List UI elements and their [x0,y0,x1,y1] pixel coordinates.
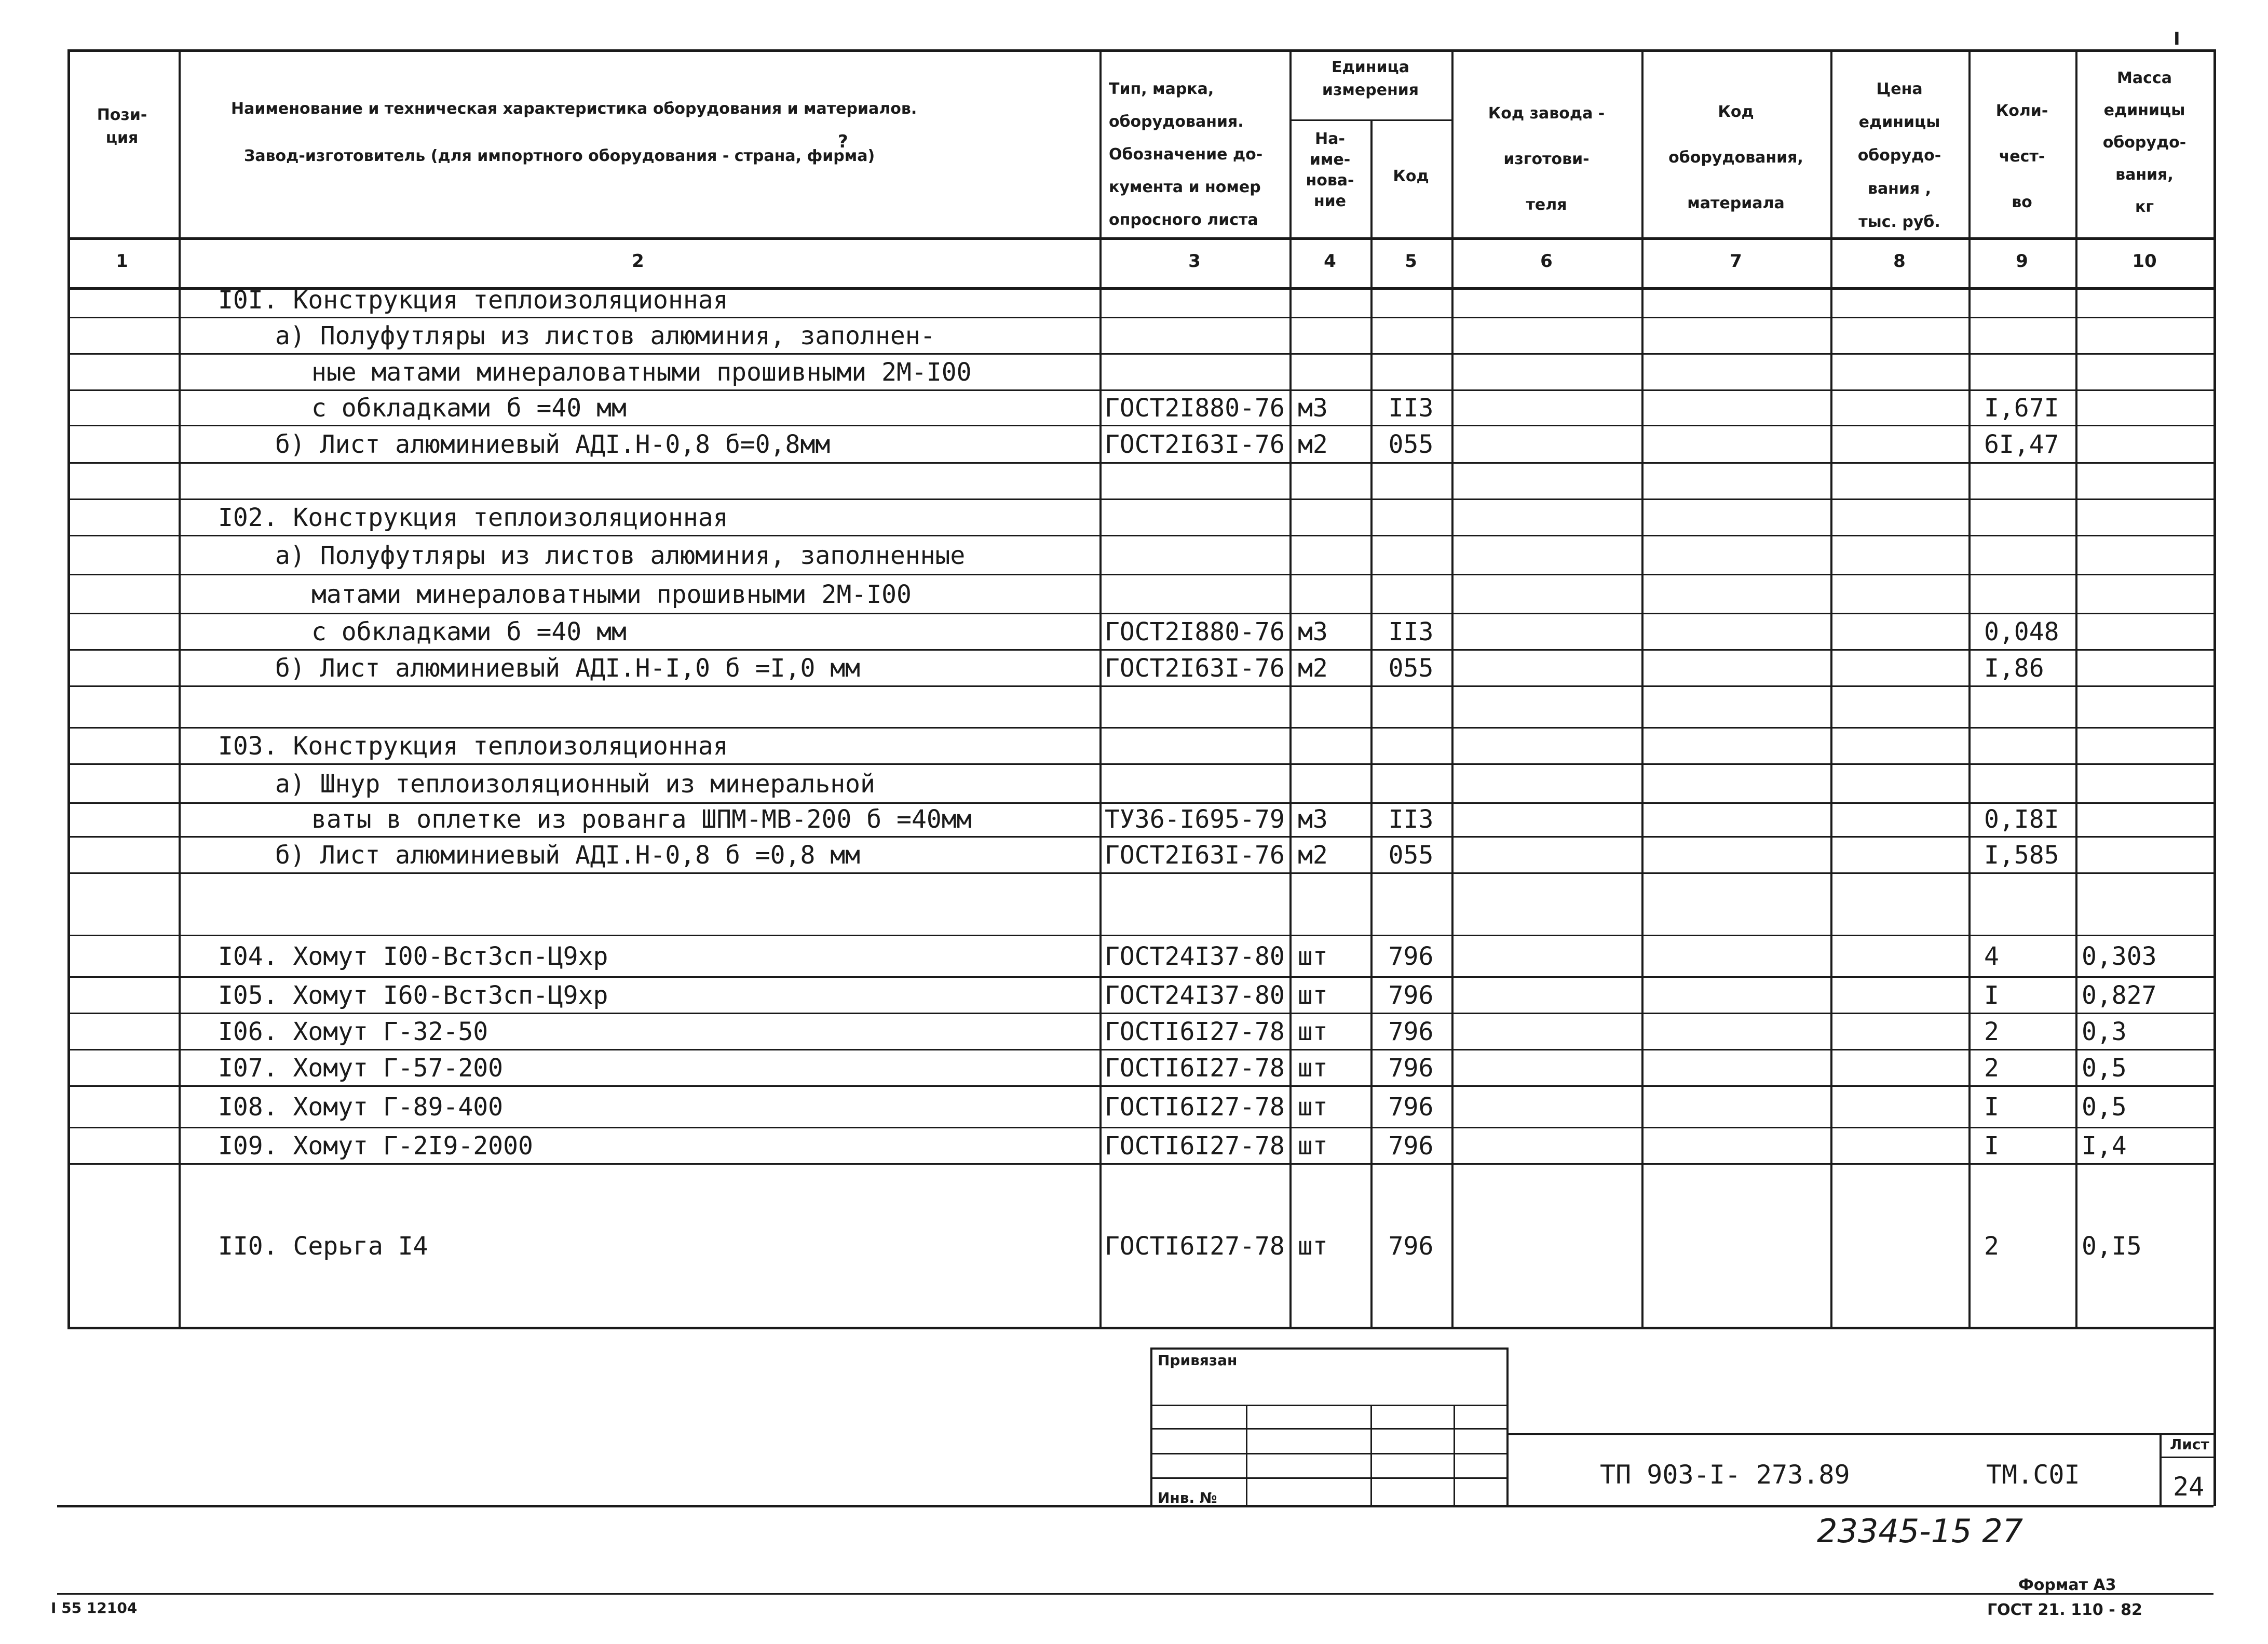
item-unit-code: 055 [1388,841,1434,870]
item-quantity: I,67I [1984,394,2059,423]
item-name: с обкладками б =40 мм [311,617,627,646]
item-mass: 0,827 [2082,981,2157,1010]
item-name: II0. Серьга I4 [218,1231,428,1261]
item-document: ГОСТI6I27-78 [1105,1054,1285,1083]
item-name: I0I. Конструкция теплоизоляционная [218,286,728,315]
header-name: Наименование и техническая характеристика оборудования и материалов. [231,100,917,118]
item-name: а) Полуфутляры из листов алюминия, заполнен- [275,321,935,351]
item-document: ГОСТ2I63I-76 [1105,654,1285,683]
item-unit: шт [1298,1017,1328,1046]
table-row [0,425,2268,462]
item-mass: I,4 [2082,1131,2127,1161]
item-mass: 0,5 [2082,1093,2127,1122]
item-document: ГОСТ24I37-80 [1105,942,1285,971]
item-unit: м2 [1298,841,1328,870]
item-mass: 0,3 [2082,1017,2127,1046]
header-price: Цена единицы оборудо- вания , тыс. руб. [1857,80,1941,231]
item-unit: шт [1298,981,1328,1010]
table-rule [67,1327,2213,1329]
table-row [0,498,2268,535]
item-name: ные матами минераловатными прошивными 2М-I00 [311,358,972,387]
item-name: I02. Конструкция теплоизоляционная [218,503,728,532]
stamp-inv-no: Инв. № [1158,1489,1217,1506]
column-number: 4 [1324,251,1336,272]
item-name: I06. Хомут Г-32-50 [218,1017,488,1046]
item-name: б) Лист алюминиевый АДI.Н-I,0 б =I,0 мм [275,654,861,683]
header-unit-name: На- име- нова- ние [1306,130,1354,210]
item-document: ГОСТ2I63I-76 [1105,841,1285,870]
item-name: ваты в оплетке из рованга ШПМ-МВ-200 б =40мм [311,805,972,834]
item-unit-code: 055 [1388,654,1434,683]
header-manufacturer: Завод-изготовитель (для импортного оборудования - страна, фирма) [244,147,875,165]
column-number: 10 [2132,251,2157,272]
item-unit-code: 796 [1388,1093,1434,1122]
table-rule [2213,1327,2216,1506]
stamp-section-code: ТМ.С0I [1986,1460,2080,1490]
stamp-sheet-number: 24 [2173,1472,2205,1502]
table-row [0,802,2268,836]
table-row [0,727,2268,763]
item-quantity: I,86 [1984,654,2044,683]
item-document: ГОСТ2I880-76 [1105,617,1285,646]
header-question-mark: ? [838,131,848,152]
table-rule [1506,1347,1509,1506]
item-document: ГОСТI6I27-78 [1105,1231,1285,1261]
table-row [0,1013,2268,1049]
table-rule [1506,1433,2213,1435]
item-unit-code: 796 [1388,1131,1434,1161]
item-unit-code: II3 [1388,805,1434,834]
item-unit-code: 055 [1388,430,1434,459]
column-number: 3 [1188,251,1201,272]
item-quantity: I [1984,981,1999,1010]
item-unit: м3 [1298,805,1328,834]
header-mass: Масса единицы оборудо- вания, кг [2102,69,2186,216]
top-corner-mark: I [2174,29,2180,49]
column-number: 9 [2016,251,2028,272]
item-name: I03. Конструкция теплоизоляционная [218,732,728,761]
table-row [0,1163,2268,1327]
item-name: с обкладками б =40 мм [311,394,627,423]
table-rule [1370,1405,1372,1506]
item-name: I08. Хомут Г-89-400 [218,1093,504,1122]
item-mass: 0,I5 [2082,1231,2142,1261]
item-unit: шт [1298,942,1328,971]
header-unit-group: Единица измерения [1322,58,1419,99]
stamp-privyazan: Привязан [1158,1352,1238,1369]
column-number: 6 [1540,251,1553,272]
item-unit-code: 796 [1388,942,1434,971]
item-name: б) Лист алюминиевый АДI.Н-0,8 б=0,8мм [275,430,831,459]
item-unit: шт [1298,1231,1328,1261]
item-unit-code: II3 [1388,617,1434,646]
header-equipment-code: Код оборудования, материала [1668,103,1803,212]
item-unit-code: 796 [1388,1231,1434,1261]
item-document: ГОСТI6I27-78 [1105,1017,1285,1046]
item-unit: шт [1298,1131,1328,1161]
item-unit-code: 796 [1388,981,1434,1010]
item-name: I05. Хомут I60-ВстЗсп-Ц9хр [218,981,608,1010]
stamp-sheet-label: Лист [2170,1436,2209,1453]
item-document: ГОСТ2I63I-76 [1105,430,1285,459]
column-number: 5 [1405,251,1417,272]
item-document: ТУ36-I695-79 [1105,805,1285,834]
table-row [0,836,2268,872]
table-row [0,649,2268,685]
table-row [0,1049,2268,1085]
table-row [0,976,2268,1013]
item-quantity: I [1984,1093,1999,1122]
item-name: I07. Хомут Г-57-200 [218,1054,504,1083]
table-row [0,872,2268,935]
item-name: б) Лист алюминиевый АДI.Н-0,8 б =0,8 мм [275,841,861,870]
header-position: Пози- ция [97,106,147,147]
item-unit: шт [1298,1054,1328,1083]
table-rule [57,1593,2213,1595]
table-rule [67,49,2213,52]
footer-gost: ГОСТ 21. 110 - 82 [1987,1601,2142,1619]
table-row [0,613,2268,649]
item-quantity: 2 [1984,1054,1999,1083]
column-number: 1 [116,251,128,272]
item-name: а) Полуфутляры из листов алюминия, заполненные [275,541,966,570]
table-row [0,288,2268,317]
header-type: Тип, марка, оборудования. Обозначение до- кумента и номер опросного листа [1109,80,1263,229]
table-rule [2160,1433,2162,1506]
item-quantity: 6I,47 [1984,430,2059,459]
table-rule [1150,1347,1152,1506]
table-row [0,685,2268,727]
item-mass: 0,5 [2082,1054,2127,1083]
item-quantity: I [1984,1131,1999,1161]
footer-format: Формат А3 [2018,1576,2116,1594]
table-rule [1246,1405,1247,1506]
item-document: ГОСТ2I880-76 [1105,394,1285,423]
table-rule [57,1505,2213,1507]
item-mass: 0,303 [2082,942,2157,971]
handwritten-archive-number: 23345-15 27 [1817,1512,2023,1550]
header-quantity: Коли- чест- во [1995,102,2048,211]
table-row [0,935,2268,976]
table-rule [1150,1347,1509,1350]
item-quantity: I,585 [1984,841,2059,870]
item-quantity: 4 [1984,942,1999,971]
table-rule [1454,1405,1455,1506]
item-quantity: 2 [1984,1017,1999,1046]
item-document: ГОСТ24I37-80 [1105,981,1285,1010]
table-row [0,317,2268,353]
item-unit: м3 [1298,617,1328,646]
table-row [0,535,2268,574]
item-unit-code: 796 [1388,1017,1434,1046]
item-unit: м3 [1298,394,1328,423]
item-document: ГОСТI6I27-78 [1105,1131,1285,1161]
column-number: 8 [1893,251,1906,272]
table-row [0,1085,2268,1127]
column-number: 7 [1730,251,1742,272]
item-name: матами минераловатными прошивными 2М-I00 [311,580,912,609]
footer-sheet-id: I 55 12104 [51,1599,138,1616]
item-unit: шт [1298,1093,1328,1122]
table-row [0,389,2268,425]
table-row [0,462,2268,498]
table-row [0,763,2268,802]
item-unit-code: 796 [1388,1054,1434,1083]
item-quantity: 0,048 [1984,617,2059,646]
item-document: ГОСТI6I27-78 [1105,1093,1285,1122]
table-row [0,1127,2268,1163]
item-quantity: 0,I8I [1984,805,2059,834]
table-row [0,574,2268,613]
stamp-document-code: ТП 903-I- 273.89 [1600,1460,1850,1490]
item-name: I09. Хомут Г-2I9-2000 [218,1131,533,1161]
item-unit: м2 [1298,430,1328,459]
column-number: 2 [632,251,644,272]
table-row [0,353,2268,389]
header-manufacturer-code: Код завода - изготови- теля [1488,104,1605,214]
header-unit-code: Код [1393,167,1429,185]
item-name: а) Шнур теплоизоляционный из минеральной [275,769,875,799]
table-rule [2160,1457,2213,1458]
item-quantity: 2 [1984,1231,1999,1261]
item-name: I04. Хомут I00-ВстЗсп-Ц9хр [218,942,608,971]
item-unit-code: II3 [1388,394,1434,423]
item-unit: м2 [1298,654,1328,683]
